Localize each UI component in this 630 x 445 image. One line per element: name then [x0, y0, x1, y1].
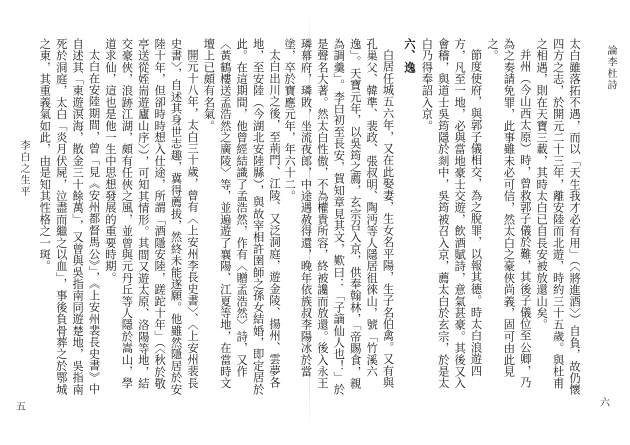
- right-paragraph-2: 并州（今山西太原）時，曾救郭子儀於難，其後子儀位至公卿，乃為之奏請免罪，此事雖未必可信，然太白之豪俠尚義，固可由此見之。: [485, 38, 532, 389]
- left-paragraph-2: 開元十八年，太白三十歲，曾有〈上安州李長史書〉、〈上安州裴長史書〉，自述其身世志趣，冀得薦拔，然終未能遂願。他雖然隱居於安陸十年，但卻時時想入仕途，所謂「酒隱安陸，蹉跎十年」（〈秋於敬亭送從姪耑遊廬山序〉），可知其情形。其間又遊太原、洛陽等地，結交豪俠，浪跡江湖，頗有任俠之風，並曾與元丹丘等人隱於嵩山，學道求仙，這也是他一生中思想發展的重要時期。: [103, 38, 199, 396]
- right-paragraph-1: 太白雖落拓不遇，而以「天生我才必有用」（〈將進酒〉）自負，故仍懷四方之志，於開元二十三年，離安陸而北遊，時約三十五歲。與杜甫之相遇，則在天寶三載，其時太白已自長安被放還山矣。: [535, 38, 581, 396]
- left-running-head: 李白之生平: [18, 140, 29, 198]
- right-page: [283, 0, 618, 445]
- right-paragraph-3: 節度使府，與郭子儀相交，為之脫罪，以報其德。時太白浪遊四方，凡至一地，必與當地豪士交遊，飲酒賦詩，意氣甚豪。其後又入會稽，與道士吳筠隱於剡中，吳筠被召入京，薦太白於玄宗，於是太白乃得奉詔入京。: [420, 38, 483, 389]
- right-page-text: [283, 38, 582, 398]
- right-page-number: 六: [600, 398, 610, 409]
- left-page: [0, 0, 300, 445]
- left-paragraph-1: 太白出川之後，至荊門、江陵、又泛洞庭，遊金陵、揚州、雲夢各地，至安陸（今湖北安陸縣），與故宰相許圉師之孫女結婚，即定居於此。在這期間，他曾經結識了孟浩然，作有〈贈孟浩然〉詩，又作〈黃鶴樓送孟浩然之廣陵〉等，並遍遊了襄陽、江夏等地，在當時文壇上已頗有名氣。: [202, 38, 281, 396]
- left-paragraph-3: 太白在安陸期間，曾「見《安州都督馬公》」，《上安州裴長史書》中自述其「東遊溟海，散金三十餘萬」，又曾與吳指南同遊楚地，吳指南死於洞庭，太白「炎月伏屍，泣盡而繼之以血」，事後負骨葬之於鄂城之東，其重義氣如此，由是知其性格之一斑。: [38, 38, 101, 396]
- left-page-number: 五: [16, 402, 26, 413]
- left-page-text: [30, 38, 282, 398]
- right-running-head: 論李杜詩: [605, 45, 616, 91]
- section-heading: 六、逸: [402, 38, 417, 74]
- right-paragraph-4: 白居任城五六年，又在此娶妻，生女名平陽，生子名伯禽。又有與孔巢父、韓準、裴政、張叔明、陶沔等人隱居徂徠山，號「竹溪六逸」。天寶元年，以吳筠之薦，玄宗召入京，供奉翰林，「帝賜食，親為調羹」。李白初至長安，賀知章見其文，歎曰：「子謫仙人也！」於是聲名大著。然太白性傲，不為權貴所容，終被讒而放還。後入永王璘幕府，璘敗，坐流夜郎，中途遇赦得還，晚年依族叔李陽冰於當塗，卒於寶應元年，年六十二。: [283, 38, 395, 396]
